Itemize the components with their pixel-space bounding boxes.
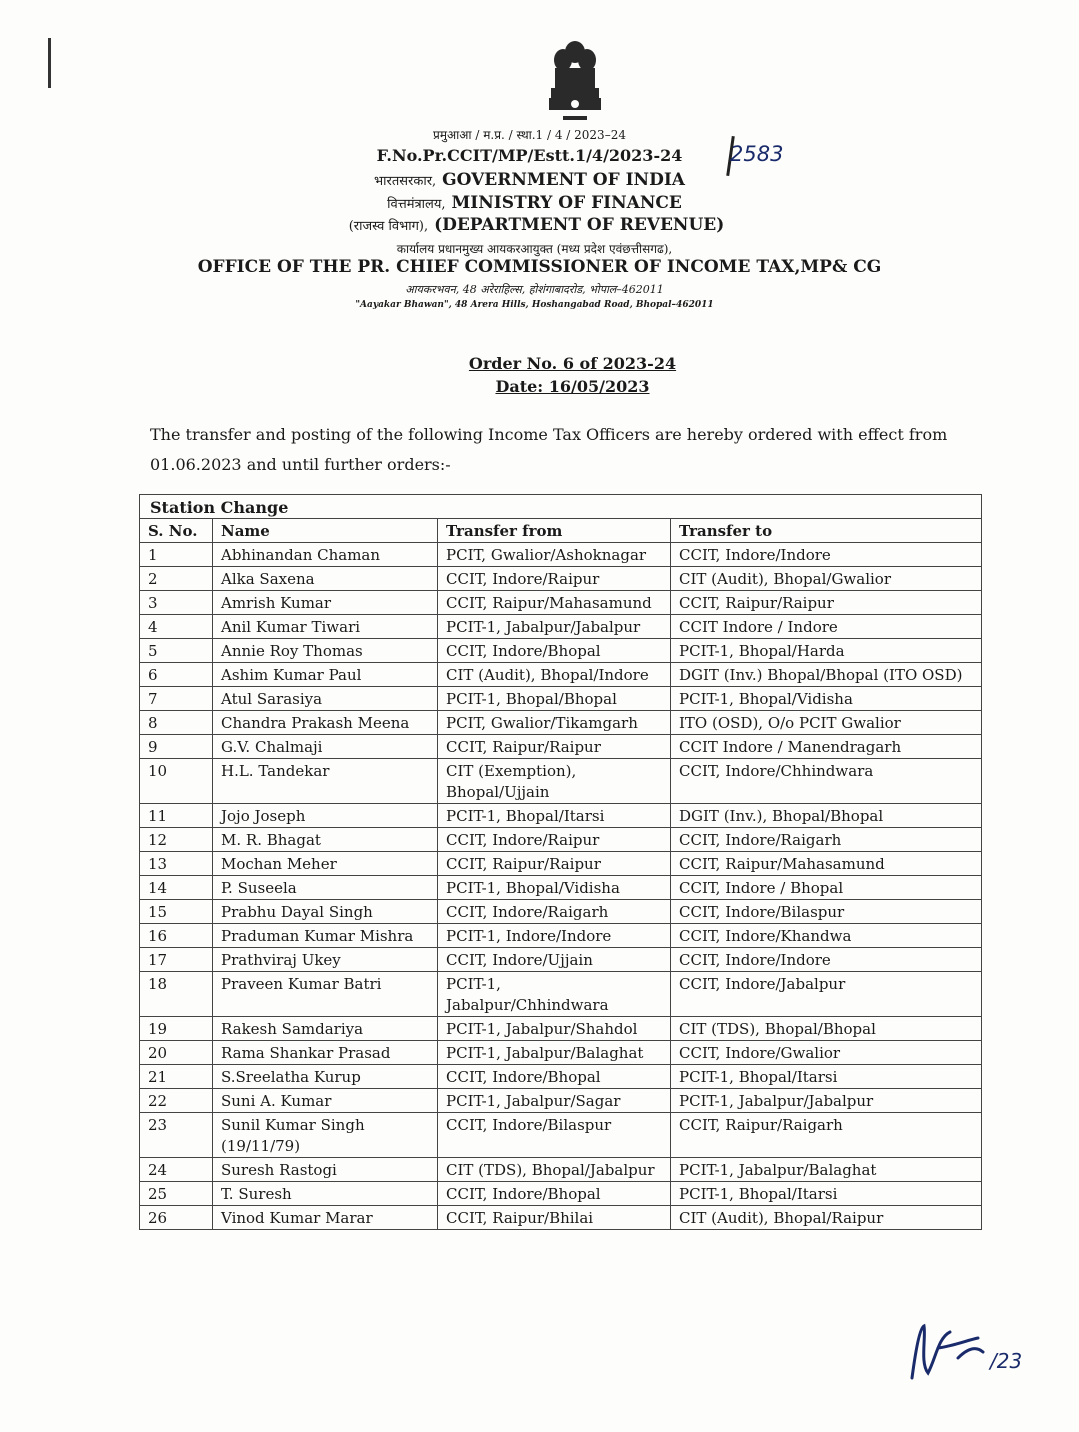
cell-to: CCIT, Indore/Khandwa: [671, 924, 982, 948]
table-row: [140, 1041, 982, 1065]
ministry-line: [0, 193, 1074, 213]
cell-to: CCIT, Indore / Bhopal: [671, 876, 982, 900]
cell-from: PCIT-1, Bhopal/Itarsi: [438, 804, 671, 828]
cell-sno: 5: [140, 639, 213, 663]
section-title: Station Change: [140, 495, 982, 519]
cell-to: CCIT, Indore/Indore: [671, 543, 982, 567]
department-english: (DEPARTMENT OF REVENUE): [434, 215, 725, 235]
cell-from: PCIT-1, Jabalpur/Chhindwara: [438, 972, 671, 1017]
cell-to: CCIT, Indore/Bilaspur: [671, 900, 982, 924]
cell-to: CCIT, Indore/Raigarh: [671, 828, 982, 852]
table-row: [140, 663, 982, 687]
table-row: [140, 759, 982, 804]
cell-sno: 24: [140, 1158, 213, 1182]
cell-to: CCIT, Indore/Jabalpur: [671, 972, 982, 1017]
cell-name: M. R. Bhagat: [213, 828, 438, 852]
cell-sno: 18: [140, 972, 213, 1017]
cell-to: CCIT Indore / Manendragarh: [671, 735, 982, 759]
cell-to: CIT (Audit), Bhopal/Gwalior: [671, 567, 982, 591]
table-row: [140, 615, 982, 639]
cell-to: CCIT, Indore/Indore: [671, 948, 982, 972]
cell-sno: 1: [140, 543, 213, 567]
signature-icon: [898, 1318, 1048, 1388]
cell-sno: 3: [140, 591, 213, 615]
cell-name: Sunil Kumar Singh (19/11/79): [213, 1113, 438, 1158]
order-date: Date: 16/05/2023: [495, 377, 650, 396]
file-number: F.No.Pr.CCIT/MP/Estt.1/4/2023-24: [376, 146, 683, 165]
cell-name: T. Suresh: [213, 1182, 438, 1206]
cell-from: CCIT, Raipur/Bhilai: [438, 1206, 671, 1230]
cell-name: Suresh Rastogi: [213, 1158, 438, 1182]
cell-name: P. Suseela: [213, 876, 438, 900]
cell-name: Atul Sarasiya: [213, 687, 438, 711]
cell-name: Alka Saxena: [213, 567, 438, 591]
table-row: [140, 924, 982, 948]
cell-from: PCIT-1, Jabalpur/Sagar: [438, 1089, 671, 1113]
cell-from: PCIT, Gwalior/Tikamgarh: [438, 711, 671, 735]
office-hindi: कार्यालय प्रधानमुख्य आयकरआयुक्त (मध्य प्रदेश एवंछत्तीसगढ),: [396, 242, 673, 256]
table-row: [140, 711, 982, 735]
order-intro: The transfer and posting of the following Income Tax Officers are hereby ordered with effect from 01.06.2023 and until further orders:-: [150, 425, 948, 474]
cell-from: CIT (Exemption), Bhopal/Ujjain: [438, 759, 671, 804]
cell-sno: 25: [140, 1182, 213, 1206]
handwritten-number: 2583: [730, 142, 784, 166]
transfer-table: [139, 494, 982, 1230]
table-row: [140, 1158, 982, 1182]
cell-name: Jojo Joseph: [213, 804, 438, 828]
table-row: [140, 567, 982, 591]
cell-sno: 21: [140, 1065, 213, 1089]
order-heading: [0, 352, 1079, 398]
table-row: [140, 876, 982, 900]
table-row: [140, 972, 982, 1017]
cell-from: CCIT, Indore/Bilaspur: [438, 1113, 671, 1158]
cell-from: CCIT, Indore/Bhopal: [438, 1065, 671, 1089]
table-row: [140, 1065, 982, 1089]
cell-to: CCIT, Raipur/Mahasamund: [671, 852, 982, 876]
cell-from: PCIT-1, Jabalpur/Balaghat: [438, 1041, 671, 1065]
cell-from: CCIT, Indore/Ujjain: [438, 948, 671, 972]
cell-sno: 4: [140, 615, 213, 639]
cell-to: PCIT-1, Jabalpur/Jabalpur: [671, 1089, 982, 1113]
cell-to: PCIT-1, Bhopal/Itarsi: [671, 1182, 982, 1206]
cell-from: CCIT, Indore/Bhopal: [438, 639, 671, 663]
cell-to: CCIT Indore / Indore: [671, 615, 982, 639]
cell-sno: 13: [140, 852, 213, 876]
cell-name: Chandra Prakash Meena: [213, 711, 438, 735]
cell-to: PCIT-1, Jabalpur/Balaghat: [671, 1158, 982, 1182]
cell-name: Rama Shankar Prasad: [213, 1041, 438, 1065]
column-header-name: Name: [213, 519, 438, 543]
cell-name: Rakesh Samdariya: [213, 1017, 438, 1041]
cell-to: PCIT-1, Bhopal/Vidisha: [671, 687, 982, 711]
cell-to: CIT (Audit), Bhopal/Raipur: [671, 1206, 982, 1230]
table-row: [140, 1206, 982, 1230]
cell-sno: 23: [140, 1113, 213, 1158]
table-row: [140, 900, 982, 924]
government-english: GOVERNMENT OF INDIA: [442, 170, 685, 190]
cell-to: CCIT, Indore/Gwalior: [671, 1041, 982, 1065]
column-header-to: Transfer to: [671, 519, 982, 543]
cell-from: CCIT, Raipur/Mahasamund: [438, 591, 671, 615]
cell-from: PCIT-1, Indore/Indore: [438, 924, 671, 948]
margin-mark: [48, 38, 51, 88]
cell-to: PCIT-1, Bhopal/Harda: [671, 639, 982, 663]
cell-sno: 2: [140, 567, 213, 591]
cell-sno: 14: [140, 876, 213, 900]
cell-name: Praduman Kumar Mishra: [213, 924, 438, 948]
cell-to: CCIT, Raipur/Raigarh: [671, 1113, 982, 1158]
cell-name: H.L. Tandekar: [213, 759, 438, 804]
national-emblem-icon: [543, 38, 607, 126]
ministry-hindi: वित्तमंत्रालय,: [387, 197, 446, 212]
cell-name: Ashim Kumar Paul: [213, 663, 438, 687]
table-row: [140, 1017, 982, 1041]
cell-name: G.V. Chalmaji: [213, 735, 438, 759]
cell-name: Anil Kumar Tiwari: [213, 615, 438, 639]
cell-sno: 22: [140, 1089, 213, 1113]
cell-sno: 8: [140, 711, 213, 735]
cell-name: S.Sreelatha Kurup: [213, 1065, 438, 1089]
cell-name: Amrish Kumar: [213, 591, 438, 615]
cell-from: CCIT, Indore/Raipur: [438, 828, 671, 852]
cell-sno: 12: [140, 828, 213, 852]
cell-from: CCIT, Indore/Raipur: [438, 567, 671, 591]
cell-sno: 11: [140, 804, 213, 828]
cell-from: CCIT, Raipur/Raipur: [438, 852, 671, 876]
cell-to: ITO (OSD), O/o PCIT Gwalior: [671, 711, 982, 735]
column-header-from: Transfer from: [438, 519, 671, 543]
department-line: [0, 215, 1076, 235]
cell-name: Vinod Kumar Marar: [213, 1206, 438, 1230]
order-number: Order No. 6 of 2023-24: [468, 354, 677, 373]
table-row: [140, 591, 982, 615]
cell-from: PCIT-1, Jabalpur/Shahdol: [438, 1017, 671, 1041]
ministry-english: MINISTRY OF FINANCE: [451, 193, 682, 213]
table-row: [140, 1113, 982, 1158]
address-hindi: आयकरभवन, 48 अरेराहिल्स, होशंगाबादरोड, भोपाल–462011: [405, 283, 664, 296]
cell-from: CCIT, Indore/Raigarh: [438, 900, 671, 924]
table-header-row: [140, 519, 982, 543]
cell-from: CIT (Audit), Bhopal/Indore: [438, 663, 671, 687]
cell-name: Prabhu Dayal Singh: [213, 900, 438, 924]
cell-sno: 7: [140, 687, 213, 711]
cell-sno: 26: [140, 1206, 213, 1230]
table-section-row: [140, 495, 982, 519]
table-row: [140, 1182, 982, 1206]
government-line: [0, 170, 1069, 190]
cell-sno: 6: [140, 663, 213, 687]
hindi-reference: प्रमुआआ / म.प्र. / स्था.1 / 4 / 2023–24: [433, 128, 626, 142]
cell-to: CCIT, Raipur/Raipur: [671, 591, 982, 615]
cell-from: PCIT-1, Jabalpur/Jabalpur: [438, 615, 671, 639]
cell-name: Mochan Meher: [213, 852, 438, 876]
government-hindi: भारतसरकार,: [374, 174, 437, 189]
table-row: [140, 1089, 982, 1113]
cell-name: Prathviraj Ukey: [213, 948, 438, 972]
table-row: [140, 735, 982, 759]
table-row: [140, 543, 982, 567]
cell-to: CIT (TDS), Bhopal/Bhopal: [671, 1017, 982, 1041]
address-english: "Aayakar Bhawan", 48 Arera Hills, Hoshangabad Road, Bhopal–462011: [355, 300, 714, 310]
cell-sno: 10: [140, 759, 213, 804]
cell-name: Annie Roy Thomas: [213, 639, 438, 663]
cell-from: CIT (TDS), Bhopal/Jabalpur: [438, 1158, 671, 1182]
table-row: [140, 852, 982, 876]
table-row: [140, 687, 982, 711]
table-row: [140, 828, 982, 852]
signature-date-fragment: /23: [990, 1349, 1023, 1373]
cell-sno: 15: [140, 900, 213, 924]
cell-name: Suni A. Kumar: [213, 1089, 438, 1113]
cell-from: CCIT, Raipur/Raipur: [438, 735, 671, 759]
department-hindi: (राजस्व विभाग),: [348, 219, 429, 234]
cell-sno: 19: [140, 1017, 213, 1041]
cell-from: CCIT, Indore/Bhopal: [438, 1182, 671, 1206]
table-row: [140, 639, 982, 663]
table-row: [140, 804, 982, 828]
cell-to: PCIT-1, Bhopal/Itarsi: [671, 1065, 982, 1089]
cell-name: Praveen Kumar Batri: [213, 972, 438, 1017]
cell-from: PCIT-1, Bhopal/Bhopal: [438, 687, 671, 711]
cell-from: PCIT, Gwalior/Ashoknagar: [438, 543, 671, 567]
cell-sno: 16: [140, 924, 213, 948]
cell-from: PCIT-1, Bhopal/Vidisha: [438, 876, 671, 900]
cell-to: CCIT, Indore/Chhindwara: [671, 759, 982, 804]
cell-to: DGIT (Inv.), Bhopal/Bhopal: [671, 804, 982, 828]
column-header-sno: S. No.: [140, 519, 213, 543]
cell-to: DGIT (Inv.) Bhopal/Bhopal (ITO OSD): [671, 663, 982, 687]
cell-sno: 20: [140, 1041, 213, 1065]
cell-sno: 9: [140, 735, 213, 759]
cell-name: Abhinandan Chaman: [213, 543, 438, 567]
cell-sno: 17: [140, 948, 213, 972]
table-row: [140, 948, 982, 972]
office-english: OFFICE OF THE PR. CHIEF COMMISSIONER OF INCOME TAX,MP& CG: [197, 257, 882, 277]
